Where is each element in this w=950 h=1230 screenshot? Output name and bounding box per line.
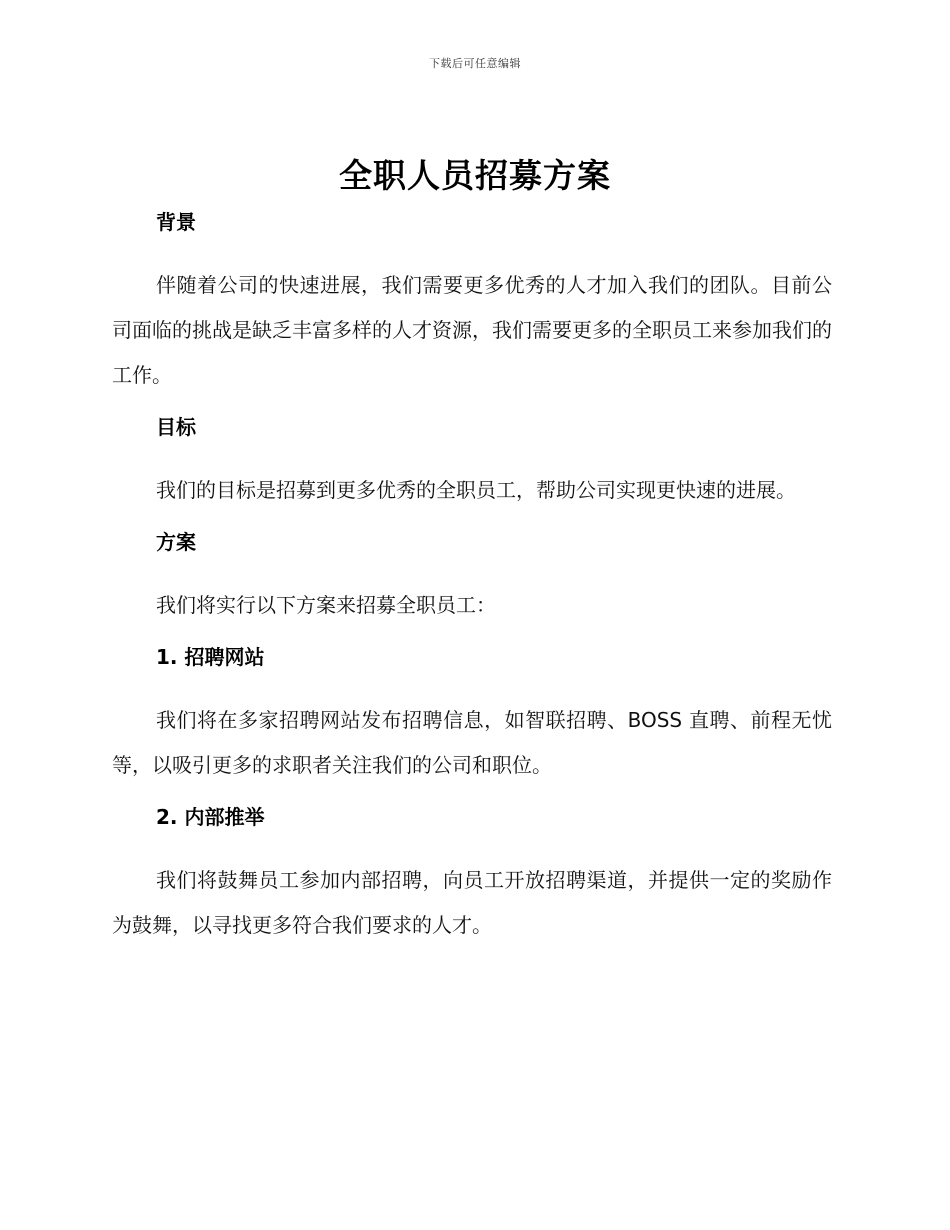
section-text-plan: 我们将实行以下方案来招募全职员工： [156, 593, 496, 617]
document-title: 全职人员招募方案 [339, 156, 611, 195]
section-heading-recruit-sites: 1. 招聘网站 [156, 645, 265, 669]
section-internal-referral [112, 800, 832, 948]
section-heading-background: 背景 [156, 210, 196, 234]
section-text-internal-referral: 我们将鼓舞员工参加内部招聘，向员工开放招聘渠道，并提供一定的奖励作为鼓舞，以寻找更多符合我们要求的人才。 [112, 868, 832, 937]
section-goal [112, 410, 832, 513]
header-note: 下载后可任意编辑 [429, 57, 521, 70]
section-heading-internal-referral: 2. 内部推举 [156, 805, 265, 829]
section-text-background: 伴随着公司的快速进展，我们需要更多优秀的人才加入我们的团队。目前公司面临的挑战是缺乏丰富多样的人才资源，我们需要更多的全职员工来参加我们的工作。 [112, 273, 832, 387]
section-text-recruit-sites: 我们将在多家招聘网站发布招聘信息，如智联招聘、BOSS 直聘、前程无忧等，以吸引更多的求职者关注我们的公司和职位。 [112, 708, 832, 777]
section-heading-plan: 方案 [156, 530, 196, 554]
section-recruit-sites [112, 640, 832, 788]
section-heading-goal: 目标 [156, 415, 196, 439]
section-text-goal: 我们的目标是招募到更多优秀的全职员工，帮助公司实现更快速的进展。 [156, 478, 796, 502]
document-body [112, 205, 832, 948]
section-background [112, 205, 832, 398]
section-plan [112, 525, 832, 628]
